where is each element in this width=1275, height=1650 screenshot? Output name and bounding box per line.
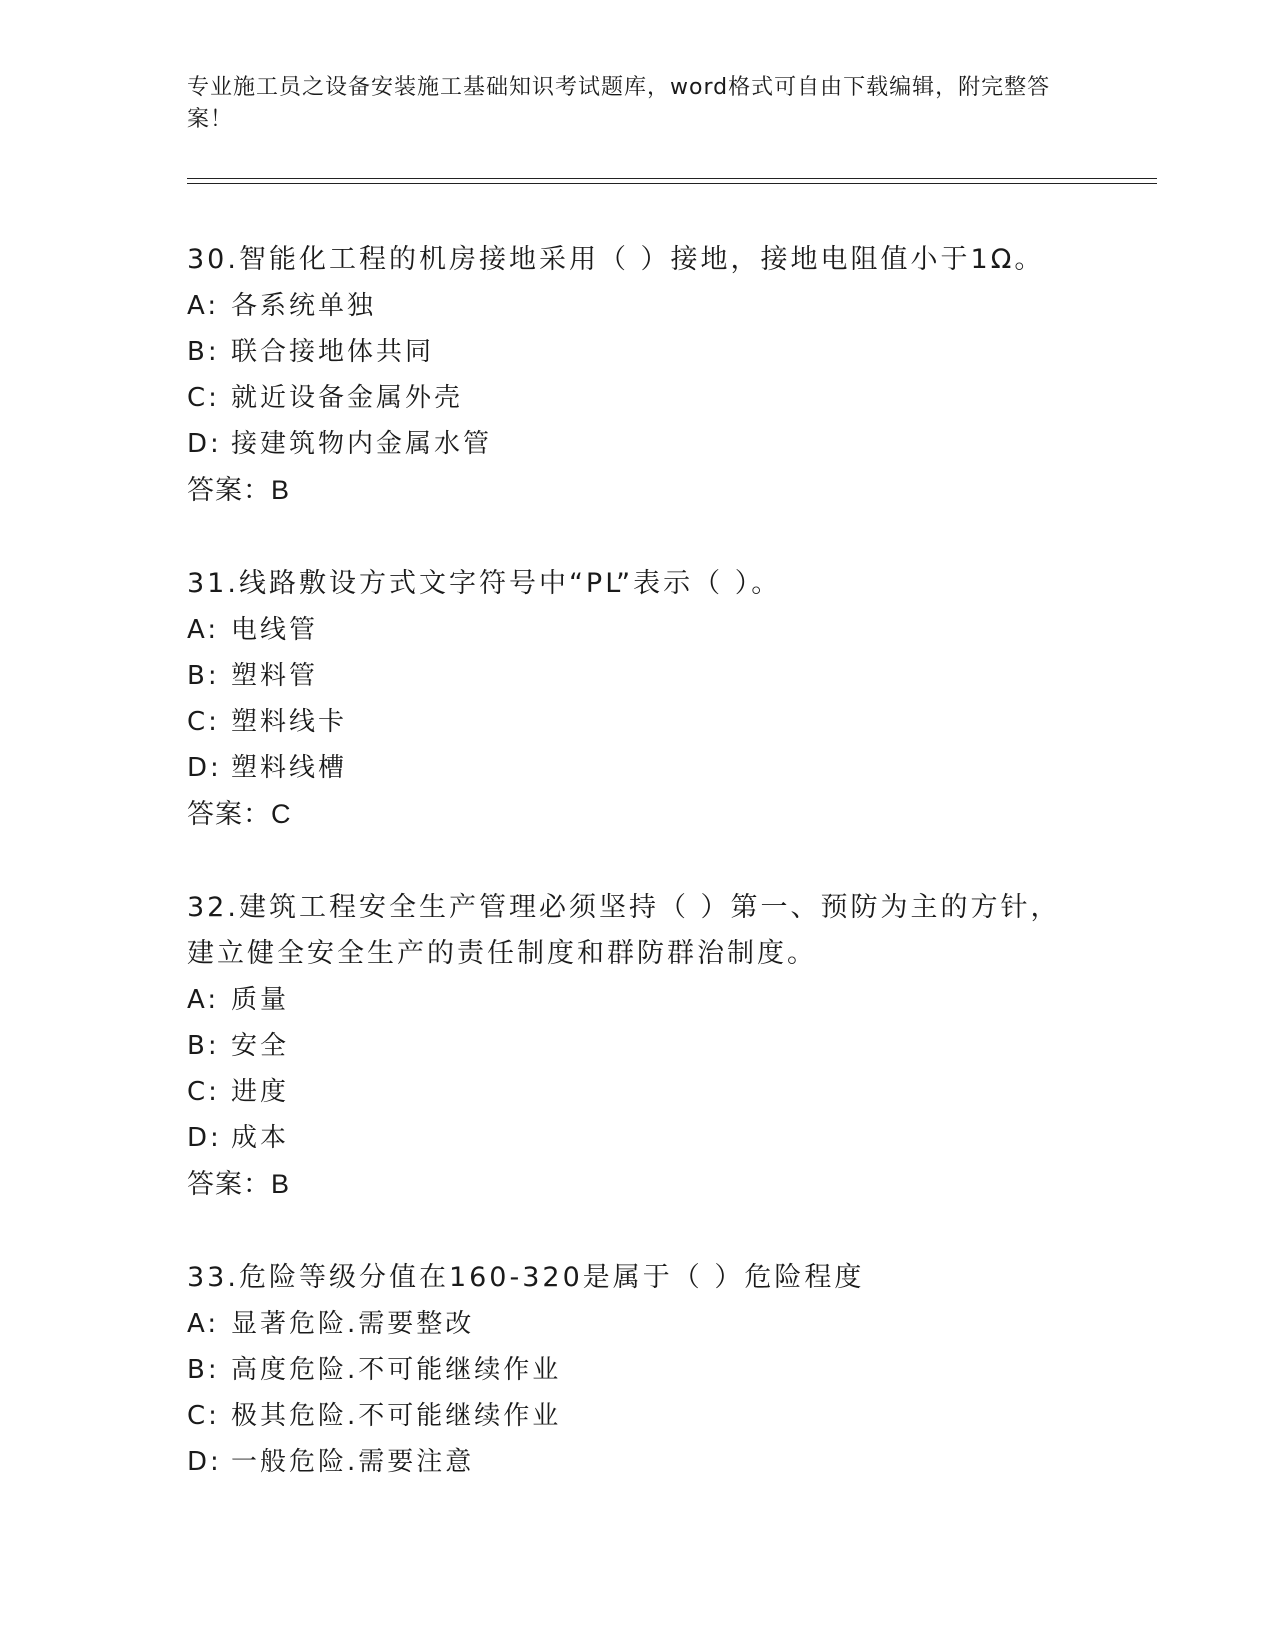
option-key: D:	[187, 753, 222, 783]
option-d	[187, 745, 1087, 791]
option-key: C:	[187, 1401, 220, 1431]
header-divider-bottom	[187, 183, 1157, 184]
question-stem: 32.建筑工程安全生产管理必须坚持（ ）第一、预防为主的方针，建立健全安全生产的责任制度和群防群治制度。	[187, 892, 1061, 969]
answer-line: 答案：B	[187, 475, 291, 505]
option-key: D:	[187, 1447, 222, 1477]
option-key: D:	[187, 1123, 222, 1153]
option-a	[187, 607, 1087, 653]
option-key: A:	[187, 615, 220, 645]
question-stem: 31.线路敷设方式文字符号中“PL”表示（ ）。	[187, 568, 782, 599]
option-b	[187, 1347, 1087, 1393]
option-key: A:	[187, 1309, 220, 1339]
document-header: 专业施工员之设备安装施工基础知识考试题库，word格式可自由下载编辑，附完整答案！	[187, 75, 1051, 132]
option-c	[187, 1393, 1087, 1439]
option-text: 塑料管	[231, 661, 319, 691]
option-b	[187, 329, 1087, 375]
option-key: B:	[187, 1355, 220, 1385]
option-a	[187, 977, 1087, 1023]
question-32	[187, 885, 1087, 1207]
option-key: B:	[187, 337, 220, 367]
question-33	[187, 1255, 1087, 1485]
option-key: A:	[187, 291, 220, 321]
question-stem: 33.危险等级分值在160-320是属于（ ）危险程度	[187, 1262, 865, 1293]
question-30	[187, 237, 1087, 513]
option-d	[187, 1439, 1087, 1485]
header-divider-top	[187, 178, 1157, 179]
answer-line: 答案：C	[187, 799, 292, 829]
option-d	[187, 421, 1087, 467]
option-key: C:	[187, 707, 220, 737]
option-key: D:	[187, 429, 222, 459]
option-a	[187, 1301, 1087, 1347]
option-text: 安全	[231, 1031, 290, 1061]
option-text: 塑料线卡	[231, 707, 348, 737]
option-key: B:	[187, 661, 220, 691]
option-text: 高度危险.不可能继续作业	[231, 1355, 562, 1385]
option-text: 质量	[231, 985, 290, 1015]
option-text: 联合接地体共同	[231, 337, 435, 367]
option-text: 进度	[231, 1077, 290, 1107]
question-stem: 30.智能化工程的机房接地采用（ ）接地，接地电阻值小于1Ω。	[187, 244, 1045, 275]
option-text: 一般危险.需要注意	[231, 1447, 475, 1477]
option-d	[187, 1115, 1087, 1161]
answer-line: 答案：B	[187, 1169, 291, 1199]
option-c	[187, 699, 1087, 745]
option-key: C:	[187, 383, 220, 413]
option-key: A:	[187, 985, 220, 1015]
option-b	[187, 653, 1087, 699]
option-text: 就近设备金属外壳	[231, 383, 464, 413]
option-key: C:	[187, 1077, 220, 1107]
option-text: 接建筑物内金属水管	[231, 429, 493, 459]
option-text: 电线管	[231, 615, 319, 645]
option-c	[187, 375, 1087, 421]
question-list	[187, 237, 1087, 1533]
option-a	[187, 283, 1087, 329]
option-text: 塑料线槽	[231, 753, 348, 783]
option-b	[187, 1023, 1087, 1069]
option-text: 成本	[231, 1123, 290, 1153]
option-text: 极其危险.不可能继续作业	[231, 1401, 562, 1431]
option-key: B:	[187, 1031, 220, 1061]
option-c	[187, 1069, 1087, 1115]
option-text: 显著危险.需要整改	[231, 1309, 475, 1339]
option-text: 各系统单独	[231, 291, 377, 321]
question-31	[187, 561, 1087, 837]
